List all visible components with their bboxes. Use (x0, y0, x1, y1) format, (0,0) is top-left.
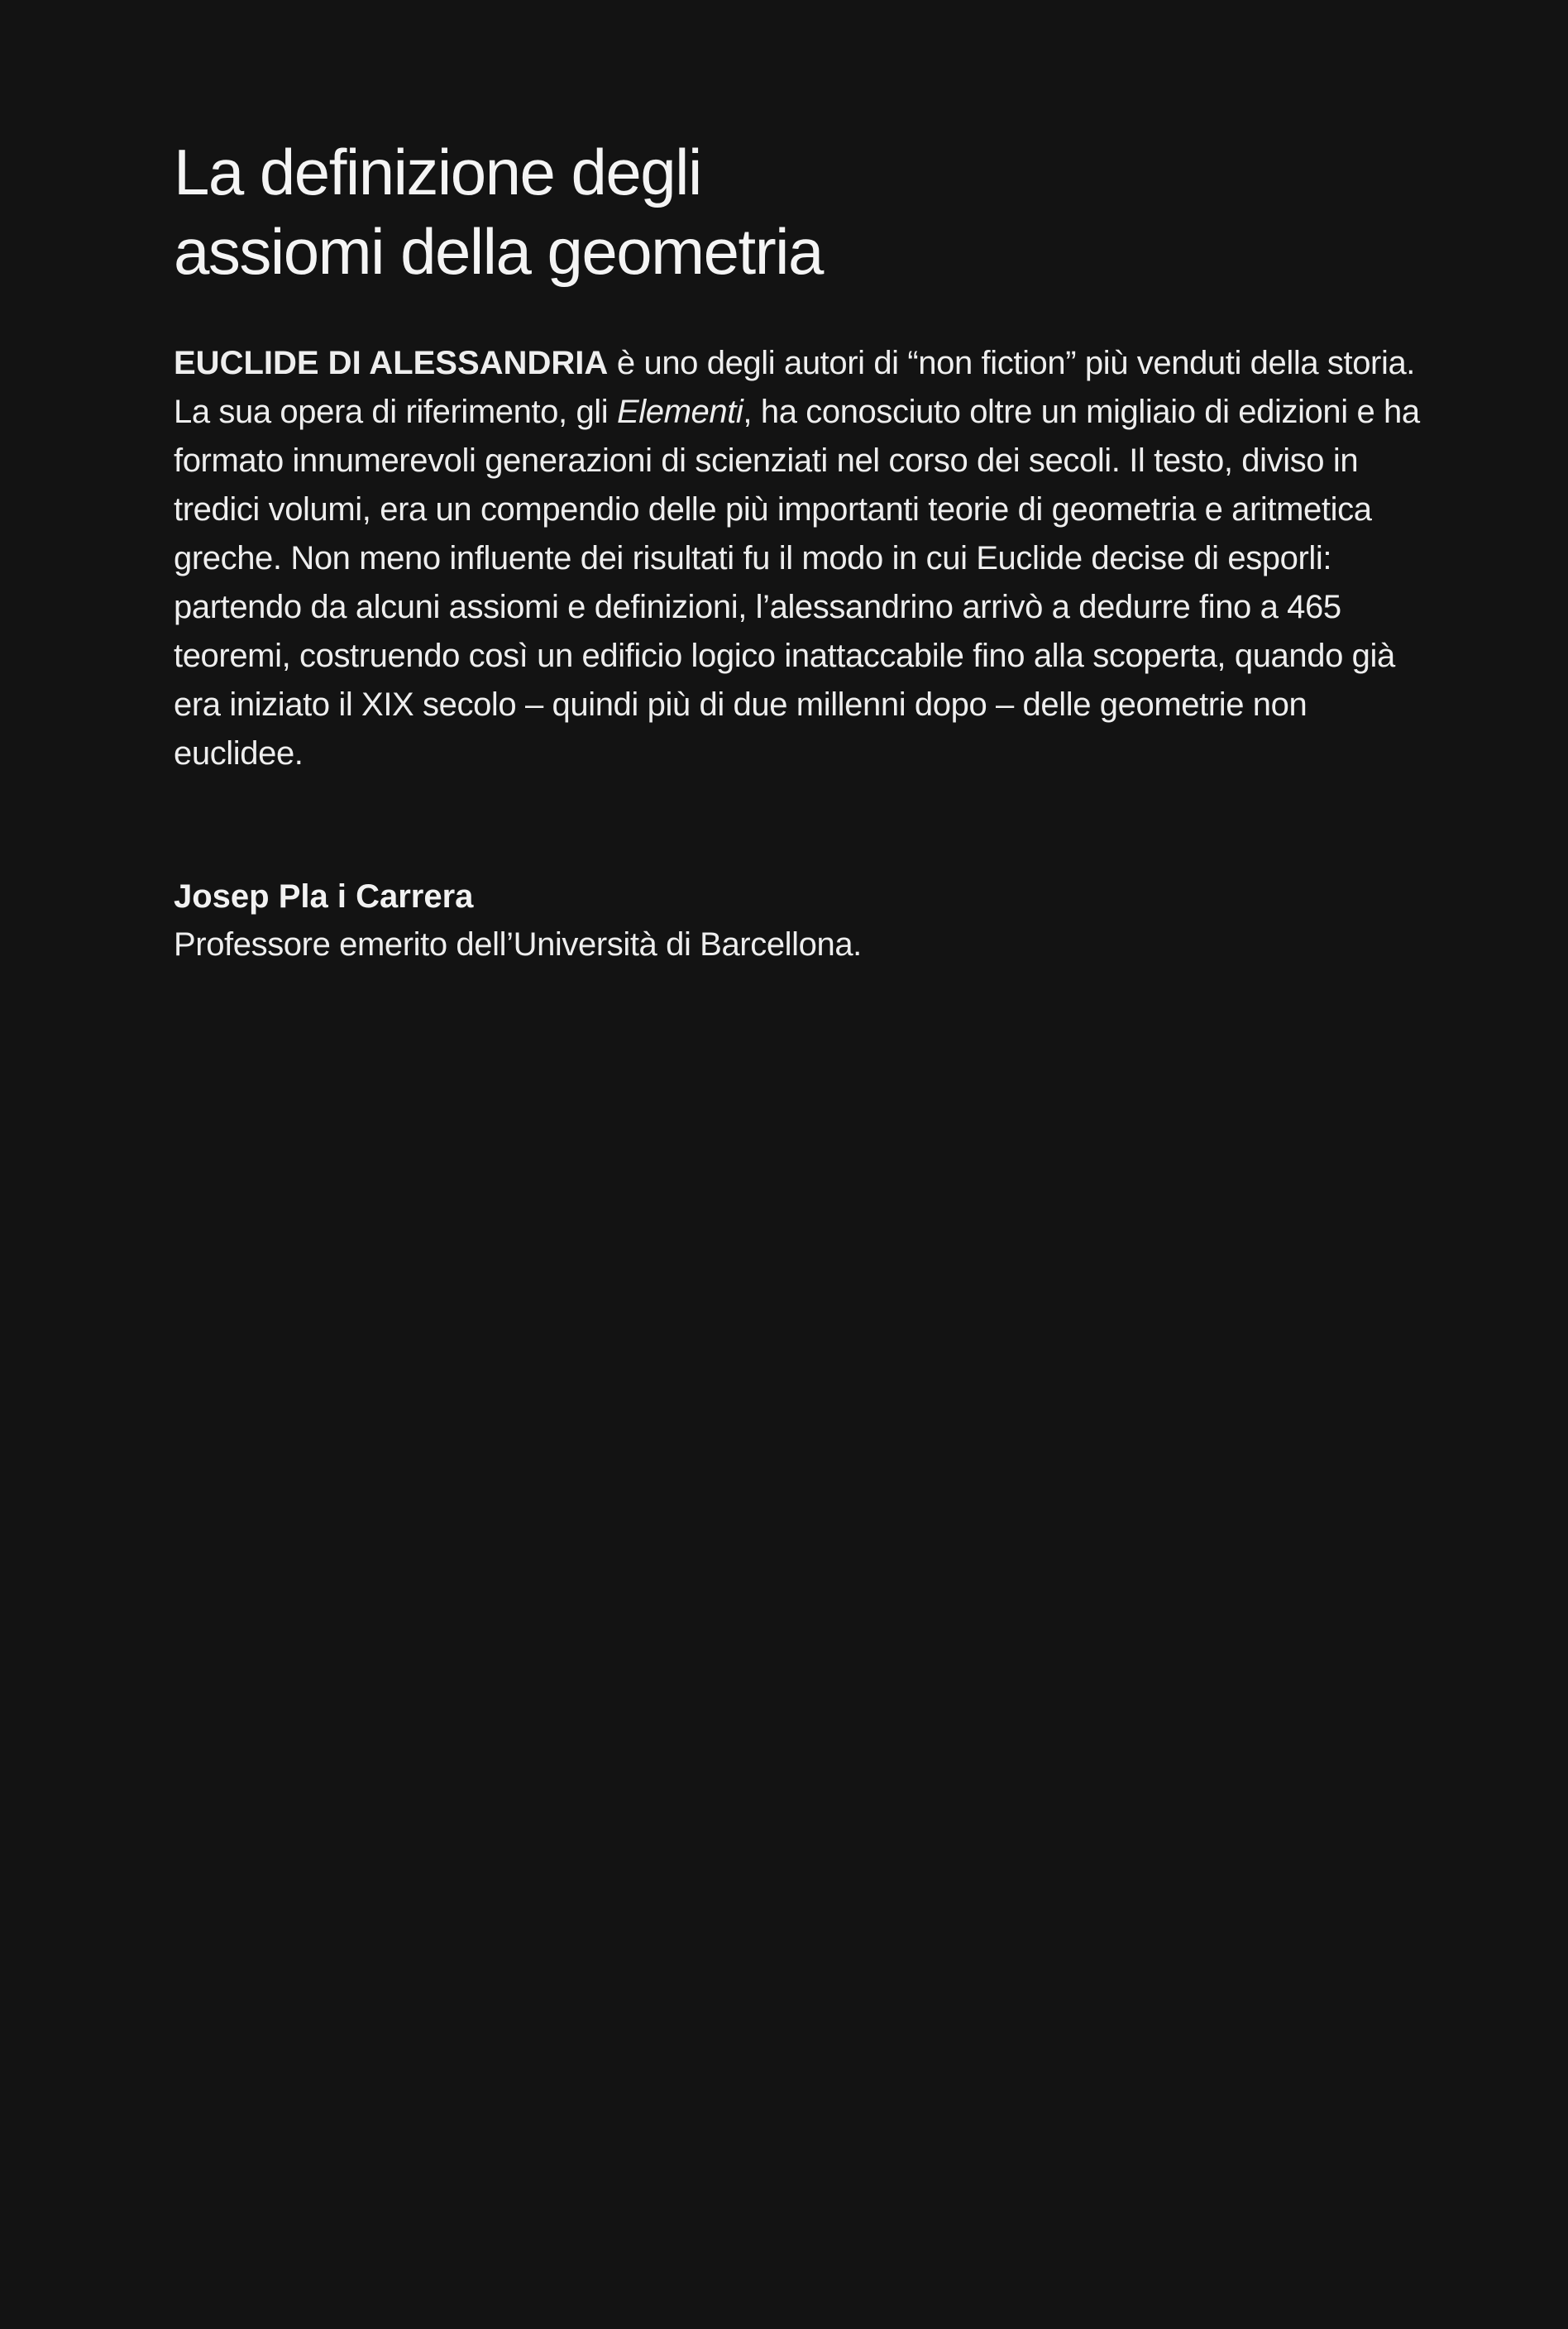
cover-title-line-1: La definizione degli (174, 136, 701, 208)
description-paragraph (174, 339, 1431, 778)
author-name: Josep Pla i Carrera (174, 878, 474, 915)
description-text-part-2: , ha conosciuto oltre un migliaio di edizioni e ha formato innumerevoli generazioni di scienziati nel corso dei secoli. Il testo, diviso in tredici volumi, era un compendio delle più importanti teorie di geometria e aritmetica greche. Non meno influente dei risultati fu il modo in cui Euclide decise di esporli: partendo da alcuni assiomi e definizioni, l’alessandrino arrivò a dedurre fino a 465 teoremi, costruendo così un edificio logico inattaccabile fino alla scoperta, quando già era iniziato il XIX secolo – quindi più di due millenni dopo – delle geometrie non euclidee. (174, 394, 1420, 772)
description-work-title: Elementi (616, 394, 743, 430)
cover-title (174, 132, 1331, 291)
author-role: Professore emerito dell’Università di Barcellona. (174, 926, 862, 963)
description-lead: EUCLIDE DI ALESSANDRIA (174, 345, 609, 381)
cover-title-line-2: assiomi della geometria (174, 215, 823, 288)
author-block (174, 873, 1331, 968)
description-text-part-1: è uno degli autori di “non fiction” più venduti della storia. La sua opera di riferimento, gli (174, 345, 1416, 430)
